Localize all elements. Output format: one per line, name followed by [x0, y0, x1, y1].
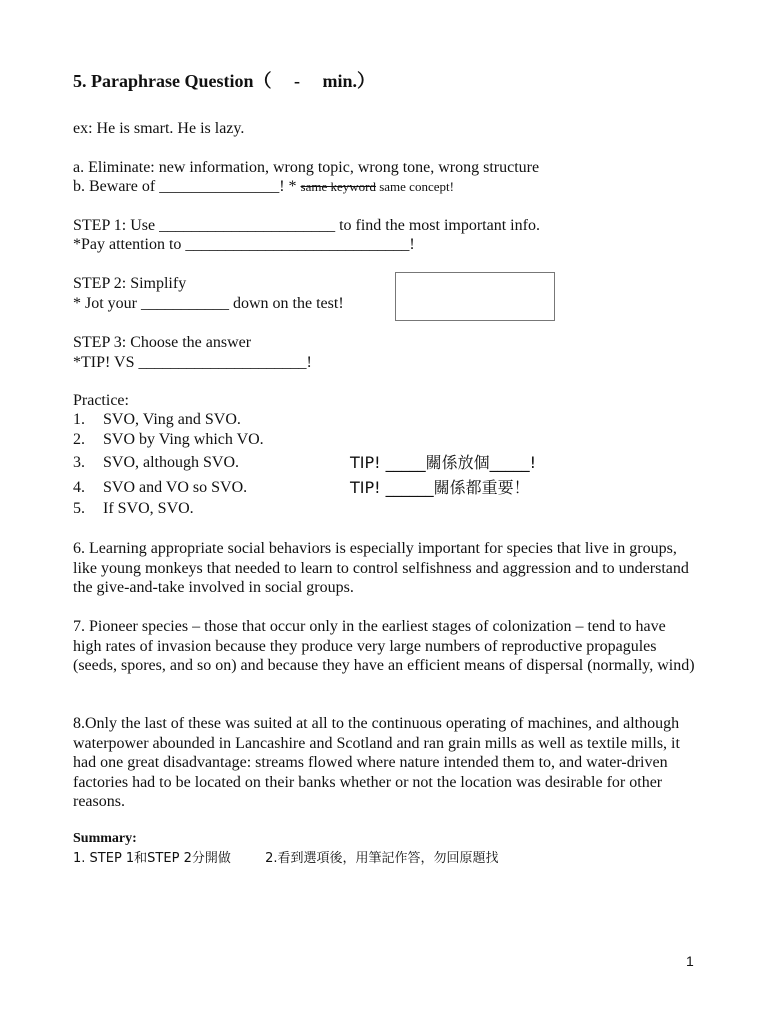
practice-num: 2.: [73, 431, 85, 448]
step1: STEP 1: Use ______________________ to find the most important info.: [73, 217, 540, 234]
practice-item: [73, 430, 673, 450]
practice-num: 4.: [73, 479, 85, 496]
practice-text: SVO and VO so SVO.: [103, 479, 248, 496]
rule-b-prefix: b. Beware of _______________! *: [73, 178, 301, 195]
page-title: 5. Paraphrase Question（ - min.）: [73, 71, 376, 91]
rule-b-struck-text: same keyword: [300, 179, 376, 194]
practice-text: SVO by Ving which VO.: [103, 431, 264, 448]
practice-text: If SVO, SVO.: [103, 500, 194, 517]
summary-label: Summary:: [73, 831, 137, 846]
step2: STEP 2: Simplify: [73, 275, 187, 292]
practice-num: 5.: [73, 500, 85, 517]
practice-item: [73, 453, 673, 473]
rule-b-suffix: same concept!: [375, 179, 454, 194]
answer-box: [395, 272, 555, 321]
rule-a: a. Eliminate: new information, wrong topic, wrong tone, wrong structure: [73, 159, 540, 176]
question-8: 8.Only the last of these was suited at all to the continuous operating of machines, and although waterpower abounded in Lancashire and Scotland and ran grain mills as well as textile mills, it had one great disadvantage: streams flowed where nature intended them to, and water-driven factories had to be located on their banks whether or not the location was desirable for other reasons.: [73, 715, 680, 810]
practice-num: 1.: [73, 411, 85, 428]
practice-label: Practice:: [73, 392, 129, 409]
step1-note: *Pay attention to ____________________________!: [73, 236, 415, 253]
practice-item: [73, 410, 673, 430]
practice-tip: TIP! _____關係放個_____!: [350, 453, 537, 472]
step3: STEP 3: Choose the answer: [73, 334, 252, 351]
practice-text: SVO, Ving and SVO.: [103, 411, 241, 428]
example-line: ex: He is smart. He is lazy.: [73, 120, 245, 137]
rule-b: [73, 177, 454, 197]
practice-item: [73, 499, 673, 519]
question-7: 7. Pioneer species – those that occur only in the earliest stages of colonization – tend to have high rates of invasion because they produce very large numbers of reproductive propagules (seeds, spores, and so on) and because they have an efficient means of dispersal (normally, wind): [73, 618, 695, 674]
practice-tip: TIP! ______關係都重要！: [350, 478, 530, 497]
practice-item: [73, 478, 673, 498]
summary-item-1: 1. STEP 1和STEP 2分開做: [73, 851, 231, 866]
question-6: 6. Learning appropriate social behaviors is especially important for species that live in groups, like young monkeys that needed to learn to control selfishness and aggression and to understand the give-and-take involved in social groups.: [73, 540, 689, 596]
summary-item-2: 2.看到選項後，用筆記作答，勿回原題找: [265, 851, 499, 866]
step2-note: * Jot your ___________ down on the test!: [73, 295, 344, 312]
step3-note: *TIP! VS _____________________!: [73, 354, 312, 371]
page-number: 1: [686, 953, 694, 969]
practice-text: SVO, although SVO.: [103, 454, 240, 471]
practice-num: 3.: [73, 454, 85, 471]
summary-line: [73, 849, 499, 869]
